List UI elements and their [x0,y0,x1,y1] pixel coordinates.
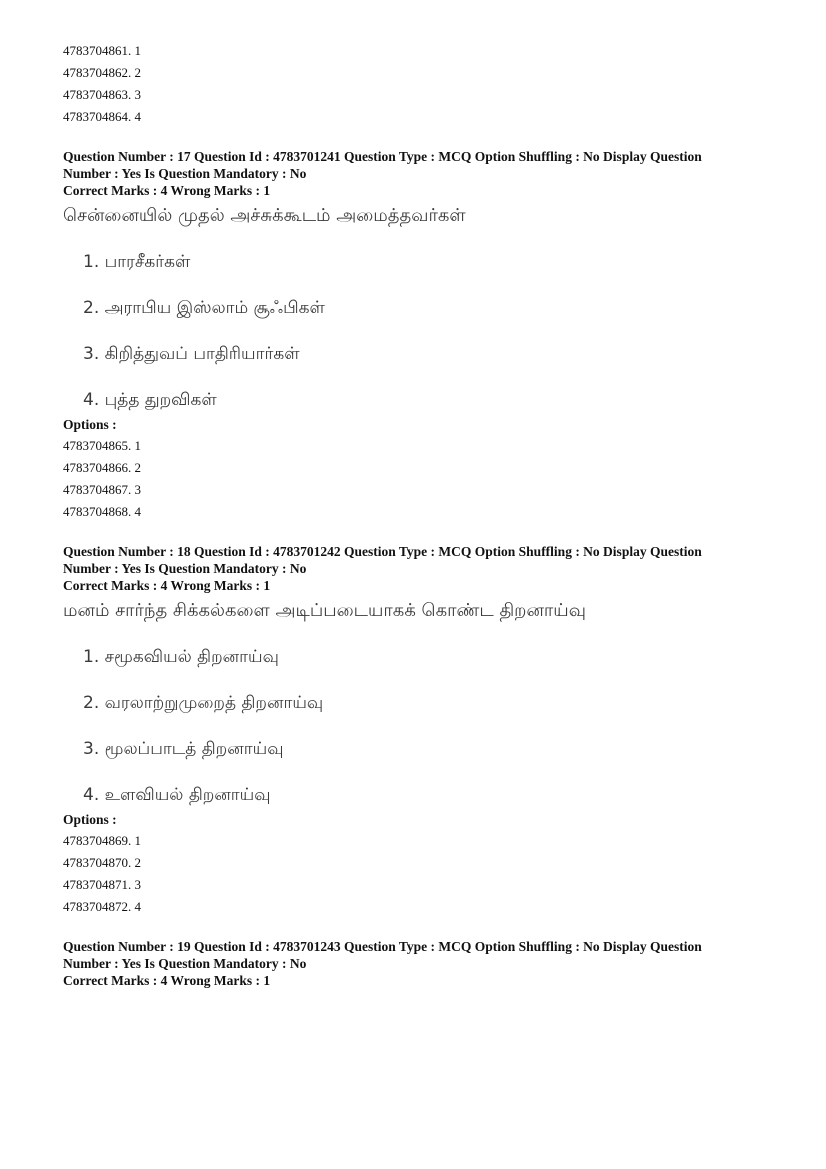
answer-choice: 4. புத்த துறவிகள் [83,390,217,410]
question-meta [63,938,768,989]
option-id-line: 4783704862. 2 [63,65,141,80]
option-id-line: 4783704866. 2 [63,460,141,475]
question-meta-line: Number : Yes Is Question Mandatory : No [63,166,307,181]
question-paper-page [63,40,768,1009]
question-marks: Correct Marks : 4 Wrong Marks : 1 [63,973,271,988]
answer-choice: 1. பாரசீகர்கள் [83,252,191,272]
question-meta-line: Question Number : 18 Question Id : 4783701242 Question Type : MCQ Option Shuffling : No Display Question [63,544,702,559]
question-meta [63,543,768,594]
answer-choice: 3. கிறித்துவப் பாதிரியார்கள் [83,344,300,364]
answer-choice: 4. உளவியல் திறனாய்வு [83,785,271,805]
option-id-line: 4783704872. 4 [63,899,141,914]
option-id-line: 4783704861. 1 [63,43,141,58]
options-label: Options : [63,812,117,827]
answer-choice: 1. சமூகவியல் திறனாய்வு [83,647,279,667]
question-marks: Correct Marks : 4 Wrong Marks : 1 [63,183,271,198]
question-18 [63,543,768,918]
question-meta [63,148,768,199]
answer-choice: 3. மூலப்பாடத் திறனாய்வு [83,739,284,759]
answer-choice: 2. வரலாற்றுமுறைத் திறனாய்வு [83,693,324,713]
question-meta-line: Question Number : 19 Question Id : 4783701243 Question Type : MCQ Option Shuffling : No Display Question [63,939,702,954]
option-id-line: 4783704867. 3 [63,482,141,497]
option-id-line: 4783704865. 1 [63,438,141,453]
option-id-line: 4783704863. 3 [63,87,141,102]
option-id-line: 4783704871. 3 [63,877,141,892]
option-id-line: 4783704870. 2 [63,855,141,870]
option-id-line: 4783704869. 1 [63,833,141,848]
question-stem: சென்னையில் முதல் அச்சுக்கூடம் அமைத்தவர்கள் [63,205,466,226]
previous-question-options [63,40,768,128]
question-marks: Correct Marks : 4 Wrong Marks : 1 [63,578,271,593]
question-meta-line: Number : Yes Is Question Mandatory : No [63,561,307,576]
options-label: Options : [63,417,117,432]
question-meta-line: Question Number : 17 Question Id : 4783701241 Question Type : MCQ Option Shuffling : No Display Question [63,149,702,164]
answer-choice: 2. அராபிய இஸ்லாம் சூஃபிகள் [83,298,325,318]
question-meta-line: Number : Yes Is Question Mandatory : No [63,956,307,971]
question-stem: மனம் சார்ந்த சிக்கல்களை அடிப்படையாகக் கொண்ட திறனாய்வு [63,600,586,621]
question-17 [63,148,768,523]
question-19 [63,938,768,989]
option-id-line: 4783704864. 4 [63,109,141,124]
option-id-line: 4783704868. 4 [63,504,141,519]
